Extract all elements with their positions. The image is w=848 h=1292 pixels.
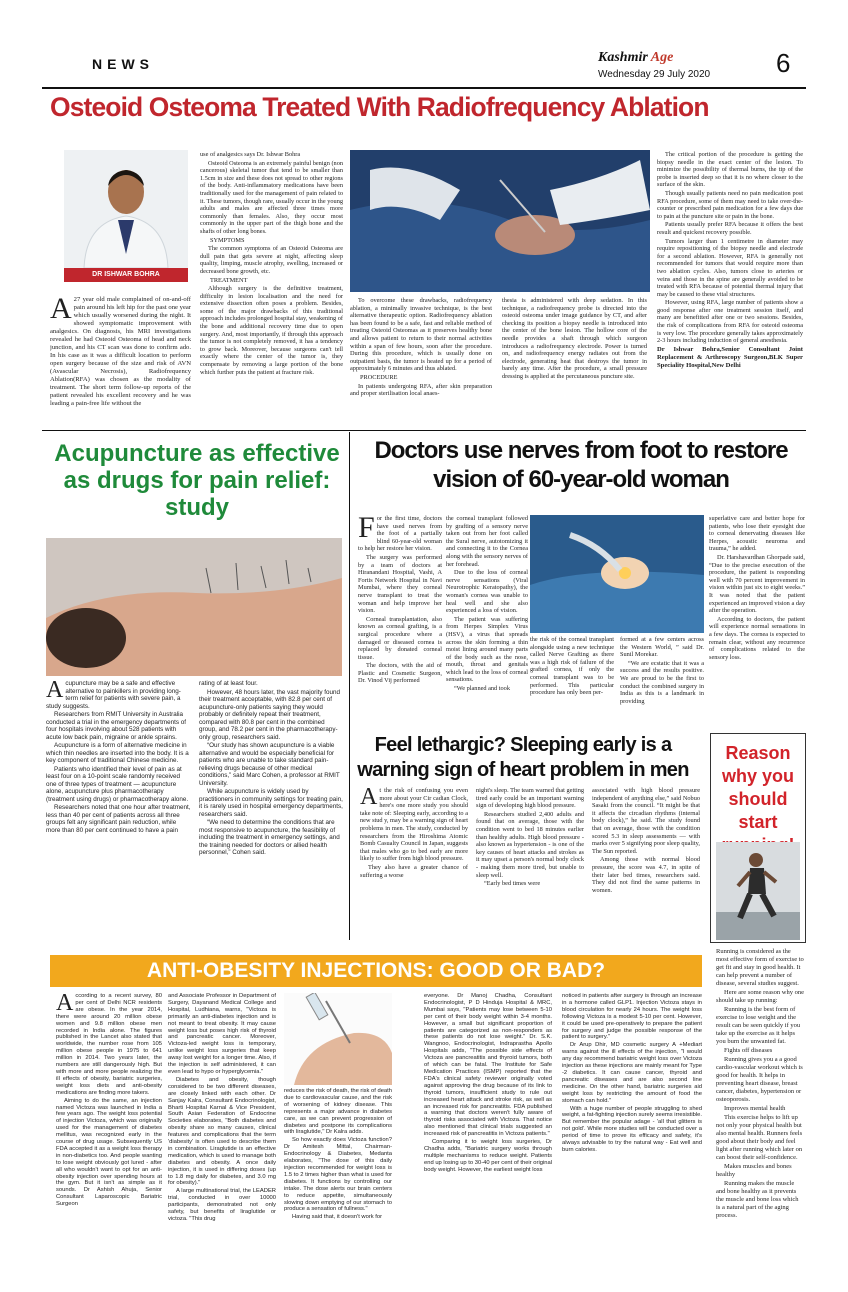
masthead [598,50,673,66]
a4-p: They also have a greater chance of suffering a worse [360,863,468,879]
a1-bottom-rule [42,430,806,431]
dropcap: A [46,680,64,703]
a3-p: According to doctors, the patient will experience normal sensations in a few days. The cornea is expected to remain clear, without any recurrence of complications related to the sensory loss. [709,615,805,661]
a6-p: With a huge number of people struggling to shed weight, a fat-fighting injection surely seems irresistible. But remember the popular adage - 'all that glitters is not gold'. While more studies will be conducted over a period of time to prove its efficacy and safety, it's always advisable to try the natural way - Eat well and burn calories. [562,1105,702,1153]
a6-col3 [284,1088,392,1283]
section-label: NEWS [92,56,154,72]
issue-date: Wednesday 29 July 2020 [598,69,711,80]
a5-p: Running makes the muscle and bone healthy as it prevents the muscle and bone loss which is a natural part of the aging process. [716,1180,799,1219]
a1-p: Osteoid Osteoma is an extremely painful benign (non cancerous) skeletal tumor that tend to be smaller than 1.5cm in size and these does not spread to other regions of the body. Anti-inflammatory medications have been traditionally used for the management of pain related to it. These tumors, though rare, usually occur in the young adults and males are affected three times more commonly than females. Also, they occur most commonly in the upper part of the thigh bone and the shafts of other long bones. [200,159,343,235]
a3-col4 [620,636,704,728]
a2-p: “Our study has shown acupuncture is a viable alternative and would be especially beneficial for patients who are unable to take standard pain-relieving drugs because of other medical conditions,” said Marc Cohen, a professor at RMIT University. [199,742,340,787]
a6-col5 [562,993,702,1283]
a5-p: Fights off diseases [724,1047,773,1054]
a3-p: Dr. Harshavardhan Ghorpade said, “Due to the precise execution of the procedure, the patient is responding well with 70 percent improvement in vision within just six to eight weeks.” It was noted that the patient experienced an improved vision a day after the operation. [709,553,805,615]
brand-kashmir: Kashmir [598,50,648,65]
a6-p: So how exactly does Victoza function? Dr Amitesh Mittal, Chairman-Endocrinology & Diabetes, Medanta elaborates, "The dose of this daily injection recommended for weight loss is 1.5 to 2 times higher than what is used for diabetes. It functions by controlling our intake. The dose alerts our brain centers to reduce appetite, simultaneously slowing down emptying of our stomach to produce a sensation of fullness." [284,1137,392,1213]
a1-col2 [200,151,343,426]
a1-headline: Osteoid Osteoma Treated With Radiofrequency Ablation [50,92,709,122]
a1-p: Tumors larger than 1 centimetre in diameter may require repositioning of the biopsy needle and electrode for a second ablation. However, RFA is generally not recommended for tumors that would require more than two ablation cycles. Also, tumors close to arteries or veins and those in the spine are generally avoided to be treated with RFA because of potential thermal injury that may be caused to these vital structures. [657,237,803,298]
page-number: 6 [776,48,791,78]
a3-p: The patient was suffering from Herpes Simplex Virus (HSV), a virus that spreads across the skin forming a thin moist lining around many parts of the body such as the nose, mouth, throat and genitals which lead to the loss of corneal sensations. [446,615,528,684]
a4-p: night's sleep. The team warned that getting tired early could be an important warning sign of developing high blood pressure. [476,787,584,810]
a3-headline-l1: Doctors use nerves from foot to restore [374,437,788,464]
a3-p: superlative care and better hope for patients, who lose their eyesight due to corneal denervating diseases like Herpes, acoustic neuroma and trauma,” he added. [709,515,805,553]
a6-col1 [56,993,162,1283]
a5-headline: Reason why you should start [721,743,794,832]
a6-p: reduces the risk of death, the risk of death due to cardiovascular cause, and the risk of worsening of kidney disease. This represents a major advance in diabetes care, as we can prevent progression of diabetes and postpone its complications with liraglutide," Dr Kalra adds. [284,1088,392,1136]
a5-p: Improves mental health [724,1105,786,1112]
a3-p: “We are ecstatic that it was a success and the results positive. We are proud to be the first to conduct the combined surgery in India as this is a landmark in providing [620,659,704,705]
doctor-portrait [64,150,188,268]
a4-p: Researchers studied 2,400 adults and found that on average, those with the condition went to bed 18 minutes earlier than healthy adults. High blood pressure - also known as hypertension - is one of the key causes of heart attacks and strokes as it may upset a person's normal body clock - making them more tired, but unable to sleep well. [476,810,584,879]
a1-caption: DR ISHWAR BOHRA [64,268,188,282]
a1-p: However, using RFA, large number of patients show a good response after one treatment session itself, and many are benefitted after one or two sessions. Besides, the risk of complications from RFA for osteoid osteoma is very low. The procedure generally takes approximately 2-3 hours including induction of general anesthesia. [657,299,803,345]
a5-text [716,948,804,1280]
a3-col3: the risk of the corneal transplant alongside using a new technique called Nerve Grafting as there was a high risk of failure of the grafted cornea, if only the corneal transplant was to be performed. This particular procedure has only been per- [530,636,614,697]
a3-p: the corneal transplant followed by grafting of a sensory nerve taken out from her foot called the Sural nerve, autotomizing it and connecting it to the Cornea along with the sensory nerves of her forehead. [446,515,528,568]
a6-p: Comparing it to weight loss surgeries, Dr Chadha adds, "Bariatric surgery works through multiple mechanisms to reduce weight. Patients end up losing up to 30-40 per cent of their original body weight. However, the earliest weight loss [424,1139,552,1173]
eye-surgery-photo [530,515,704,633]
a2-p: Researchers noted that one hour after treatment, less than 40 per cent of patients across all three groups felt any significant pain reduction, while more than 80 per cent continued to have a pain [46,804,191,834]
a3-p: or the first time, doctors have used nerves from the foot of a partially blind 60-year-old woman to help her restore her vision. [358,515,442,553]
a2-a3-divider [349,432,350,940]
a3-p: Due to the loss of corneal nerve sensations (Viral Neurotrophic Keratopathy), the woman's cornea was unable to heal well and she also experienced a loss of vision. [446,569,528,615]
a4-p: t the risk of confusing you even more about your Cir cadian Clock, here's one more study you should take note of: Sleeping early, according to a new stud y, may be a warning sign of heart problems in men. The study, conducted by researchers from the Hiroshima Atomic Bomb Casualty Council in Japan, suggests that males who go to bed early are more likely to suffer from high blood pressure. [360,787,468,863]
a1-col5 [657,151,803,426]
a2-p: cupuncture may be a safe and effective alternative to painkillers in providing long-term relief for patients with severe pain, a study suggests. [46,680,181,710]
runner-photo [716,842,800,940]
a1-col3 [350,297,492,427]
a1-sub: SYMPTOMS [210,236,245,244]
a6-col4 [424,993,552,1283]
a1-p: In patients undergoing RFA, after skin preparation and proper sterilisation local anaes- [350,382,492,398]
dropcap: F [358,515,375,544]
a2-p: While acupuncture is widely used by practitioners in community settings for treating pain, it is rarely used in hospital emergency departments, researchers said. [199,788,343,818]
a4-p: associated with high blood pressure independent of anything else,” said Nobuo Sasaki from the council. “It might be that it affects the circadian rhythms (internal body clock),” he said. The study found that on average, those with the condition scored 5.3 in sleep assessments — with marks over 5 signifying poor sleep quality, The Sun reported. [592,787,700,855]
header-rule [42,87,806,89]
a6-p: Diabetes and obesity, though considered to be two different diseases, are closely linked with each other. Dr Sanjay Kalra, Consultant Endocrinologist, Bharti Hospital Karnal & Vice President, South Asian Federation of Endocrine Societies elaborates, "Both diabetes and obesity share so many causes, clinical features and complications that the term 'diabesity' is often used to describe them in combination. Liraglutide is an effective medication, which is used to manage both diabetes and obesity. A once daily injection, it is used in differing doses (up to 1.8 mg daily for diabetes, and 3.0 mg for obesity)." [168,1076,276,1187]
a4-headline-l1: Feel lethargic? Sleeping early is a [374,734,672,756]
a5-p: This exercise helps to lift up not only your physical health but also mental health. Runners feels good about their body and feel light after running which later on can boost their self-confidence. [716,1114,803,1161]
a2-headline: Acupuncture as effective as drugs for pain relief: study [54,440,340,521]
a1-p: The common symptoms of an Osteoid Osteoma are dull pain that gets severe at night, affecting sleep quality, limping, muscle atrophy, swelling, increased or decreased bone growth, etc. [200,245,343,275]
a3-p: Corneal transplantation, also known as corneal grafting, is a surgical procedure where a damaged or diseased cornea is replaced by donated corneal tissue. [358,615,442,661]
a1-col4: thesia is administered with deep sedation. In this technique, a radiofrequency probe is directed into the osteoid osteoma under image guidance by CT, and after checking its position a biopsy needle is introduced into the center of the bone lesion. The hollow core of the needle provides a shaft through which surgeon introduces a radiofrequency electrode. Power is turned on, and radiofrequency energy radiates out from the electrode, generating heat that destroys the tumor in barely any time. After the procedure, a small pressure dressing is applied at the percutaneous puncture site. [502,297,647,380]
dropcap: A [50,296,72,325]
a4-col3 [592,787,700,933]
a2-p: Patients who identified their level of pain as at least four on a 10-point scale randomly received one of three types of treatment — acupuncture alone, acupuncture plus pharmacotherapy (treatment using drugs) or pharmacotherapy alone. [46,765,189,803]
a1-p: Though usually patients need no pain medication post RFA procedure, some of them may need to take over-the-counter or prescribed pain medication for a few days due to pain at the puncture site or pain in the bone. [657,189,803,220]
a6-p: Dr Arup Dhir, MD cosmetic surgery A +Mediart warns against the ill effects of the injection, "I would any day recommend bariatric weight loss over Victoza injection as these injections are mainly meant for Type -2 diabetics. It can cause cancer, thyroid and pancreatic diseases and are also second line medicine. On the other hand, bariatric surgeries aid weight loss by restricting the amount of food the stomach can hold." [562,1042,702,1104]
a6-col2 [168,993,276,1283]
a2-p: Acupuncture is a form of alternative medicine in which thin needles are inserted into the body. It is a key component of traditional Chinese medicine. [46,742,189,764]
dropcap: A [360,787,378,810]
a5-p: Here are some reason why one should take up running: [716,989,804,1004]
a1-byline: Dr Ishwar Bohra,Senior Consultant Joint Replacement & Arthroscopy Surgeon,BLK Super Speciality Hospital,New Delhi [657,345,803,369]
a6-headline: ANTI-OBESITY INJECTIONS: GOOD OR BAD? [50,955,702,987]
a6-p: and Associate Professor in Department of Surgery, Dayanand Medical College and Hospital, Ludhiana, warns, "Victoza is primarily an anti-diabetes injection and is not meant to treat obesity. It may cause weight loss but poses high risk of thyroid and pancreatic cancer. Moreover, Victoza-led weight loss is temporary, unlike weight loss surgeries that keep away lost weight for a longer time. Also, if the injection is self administered, it can even lead to hypo or hyperglycemia." [168,993,276,1075]
a3-p: The doctors, with the aid of Plastic and Cosmetic Surgeon, Dr. Vinod Vij performed [358,662,442,685]
a1-col1-text: 27 year old male complained of on-and-off pain around his left hip for the past one year which usually worsened during the night. It showed symptomatic improvement with analgesics. On diagnosis, his MRI investigations revealed he had Osteoid Osteoma of head and neck junction, and his CT scan was done to confirm ado. In his case as it was a difficult location to perform open surgery because of the size and risk of AVN (Avascular Necrosis), Radiofrequency Ablation(RFA) was chosen as the modality of treatment. The short term follow-up reports of the patient revealed his excellent recovery and he was leading a pain-free life without the [50,296,191,407]
a3-col2 [446,515,528,727]
a4-col1 [360,787,468,933]
a2-p: “We need to determine the conditions that are most responsive to acupuncture, the feasibility of including the treatment in emergency settings, and the training needed for doctors or allied health personnel,” Cohen said. [199,819,340,856]
a4-headline [350,733,696,783]
a1-sub: TREATMENT [210,276,248,284]
acupuncture-photo [46,538,342,676]
a6-p: noticed in patients after surgery is through an increase in a hormone called GLP1. Injection Victoza stays in blood circulation for nearly 24 hours. The weight loss following Victoza is a modest 5-10 per cent. However, it could be used pre-operatively to prepare the patient for surgery and judge the possible response of the patient to surgery." [562,993,702,1041]
brand-age: Age [650,50,674,65]
a3-headline [354,436,808,494]
a6-p: ccording to a recent survey, 80 per cent of Delhi NCR residents are obese. In the year 2014, there were around 20 million obese women and 9.8 million obese men recorded in India alone. The figures published in the Lancet also stated that worldwide, the number rose from 105 million obese people in 1975 to 641 million in 2014. Two years later, the numbers are still dangerously high. But with more and more people realizing the ill effects of obesity, bariatric surgeries, weight loss diets and anti-obesity medications are finding more takers. [56,993,162,1096]
a4-headline-l2: warning sign of heart problem in men [357,759,689,781]
dropcap: A [56,993,74,1016]
a2-col1 [46,680,192,940]
a5-p: Running gives you a a good cardio-vascular workout which is good for health. It helps in preventing heart disease, breast cancer, diabetes, hypertension or osteoporosis. [716,1056,803,1103]
a3-headline-l2: vision of 60-year-old woman [433,466,729,493]
a2-p: rating of at least four. [199,680,258,687]
a6-p: A large multinational trial, the LEADER trial, conducted in over 10000 participants, demonstrated not only safety, but benefits of liraglutide or victoza. "This drug [168,1188,276,1222]
a4-col2 [476,787,584,933]
a5-p: Makes muscles and bones healthy [716,1163,792,1178]
injection-photo [284,993,392,1085]
a1-p: To overcome these drawbacks, radiofrequency ablation, a minimally invasive technique, is the best alternative therapeutic option. Radiofrequency ablation has been found to be a safe, fast and reliable method of treating Osteoid Osteomas as it preserves healthy bone and allows patient to return to their normal activities within a span of few hours, soon after the procedure. During this procedure, which is usually done on outpatient basis, the tumor is heated up for a period of approximately 6 minutes and thus ablated. [350,297,492,373]
a1-col1 [50,296,191,426]
a1-p: Patients usually prefer RFA because it offers the best result and quickest recovery possible. [657,221,803,236]
a6-p: Aiming to do the same, an injection named Victoza was launched in India a few years ago. The weight loss potential of injection Victoza, which was originally used for the management of diabetes mellitus, was recognized early in the course of drug usage. Subsequently US FDA accepted it as a weight loss therapy in non-diabetics too. And people wanting to lose weight obviously got lured - after all who wouldn't want to opt for an anti-obesity injection over spending hours at the gym. But it isn't as simple as it sounds. Dr Ashish Ahuja, Senior Consultant Laparoscopic Bariatric Surgeon [56,1097,162,1208]
a4-p: “Early bed times were [484,880,541,888]
a6-p: Having said that, it doesn't work for [292,1214,383,1221]
surgery-photo [350,150,650,292]
a3-p: “We planned and took [454,685,510,693]
a6-p: everyone. Dr Manoj Chadha, Consultant Endocrinologist, P D Hinduja Hospital & MRC, Mumbai says, "Patients may lose between 5-10 per cent of their body weight within 3-4 months. However, a small but significant proportion of patients are categorized as non-responders as these patients do not lose weight." Dr. S.K. Wangnoo, Endocrinologist, Indraprastha Apollo Hospitals adds, "The possible side effects of Victoza are pancreatitis and thyroid tumors, both of which can be fatal. The Institute for Safe Medication Practices (ISMP) reported that the FDA's clinical safety reviewer originally voted against approving the drug because of its link to thyroid tumors, insufficient study to rule out increased heart attack and stroke risk, as well as an increased risk for pancreatitis. FDA published a warning that doctors weren't fully aware of thyroid risks associated with Victoza. That notice also mentioned that clinical trials suggested an increased risk of pancreatitis in Victoza patients." [424,993,552,1138]
a1-sub: PROCEDURE [360,373,398,381]
a4-p: Among those with normal blood pressure, the score was 4.7, in spite of their later bed times, researchers said. They did not find the same patterns in women. [592,856,700,894]
a3-col5 [709,515,805,727]
a1-p: use of analgesics says Dr. Ishwar Bohra [200,151,301,158]
a1-p: Although surgery is the definitive treatment, difficulty in lesion localisation and the need for extensive dissection often poses a problem. Besides, some of the major drawbacks of this traditional approach includes prolonged hospital stay, weakening of the bone and additional recovery time due to open surgery. And, most importantly, if through this approach the tumor is not completely removed, it has a tendency to grow back. Moreover, because surgeons can't tell exactly where the center of the tumor is, they compensate by removing a large portion of the bone which further puts the patient at fracture risk. [200,285,343,376]
a2-p: However, 48 hours later, the vast majority found their treatment acceptable, with 82.8 per cent of acupuncture-only patients saying they would probably or definitely repeat their treatment, compared with 80.8 per cent in the combined group, and 78.2 per cent in the pharmacotherapy-only group, researchers said. [199,688,341,741]
a3-p: formed at a few centers across the Western World, ” said Dr. Sunil Morekar. [620,636,704,659]
a1-p: The critical portion of the procedure is getting the biopsy needle in the exact center of the lesion. To minimize the possibility of thermal burns, the tip of the probe is inserted deep so that it is no where closer to the surface of the skin. [657,151,803,189]
a2-col2 [199,680,344,940]
a2-p: Researchers from RMIT University in Australia conducted a trial in the emergency departments of four hospitals involving about 528 patients with acute low back pain, migraine or ankle sprains. [46,711,187,741]
a3-p: The surgery was performed by a team of doctors at Hiranandani Hospital, Vashi, A Fortis Network Hospital in Navi Mumbai, where they corneal nerve transplant to treat the woman and help improve her vision. [358,553,442,615]
a5-p: Running is the best form of exercise to lose weight and the result can be seen quickly if you take up the exercise as it helps you burn the unwanted fat. [716,1006,801,1045]
a3-col1 [358,515,442,727]
a5-p: Running is considered as the most effective form of exercise to get fit and stay in good health. It can help prevent a number of disease, several studies suggest. [716,948,804,987]
